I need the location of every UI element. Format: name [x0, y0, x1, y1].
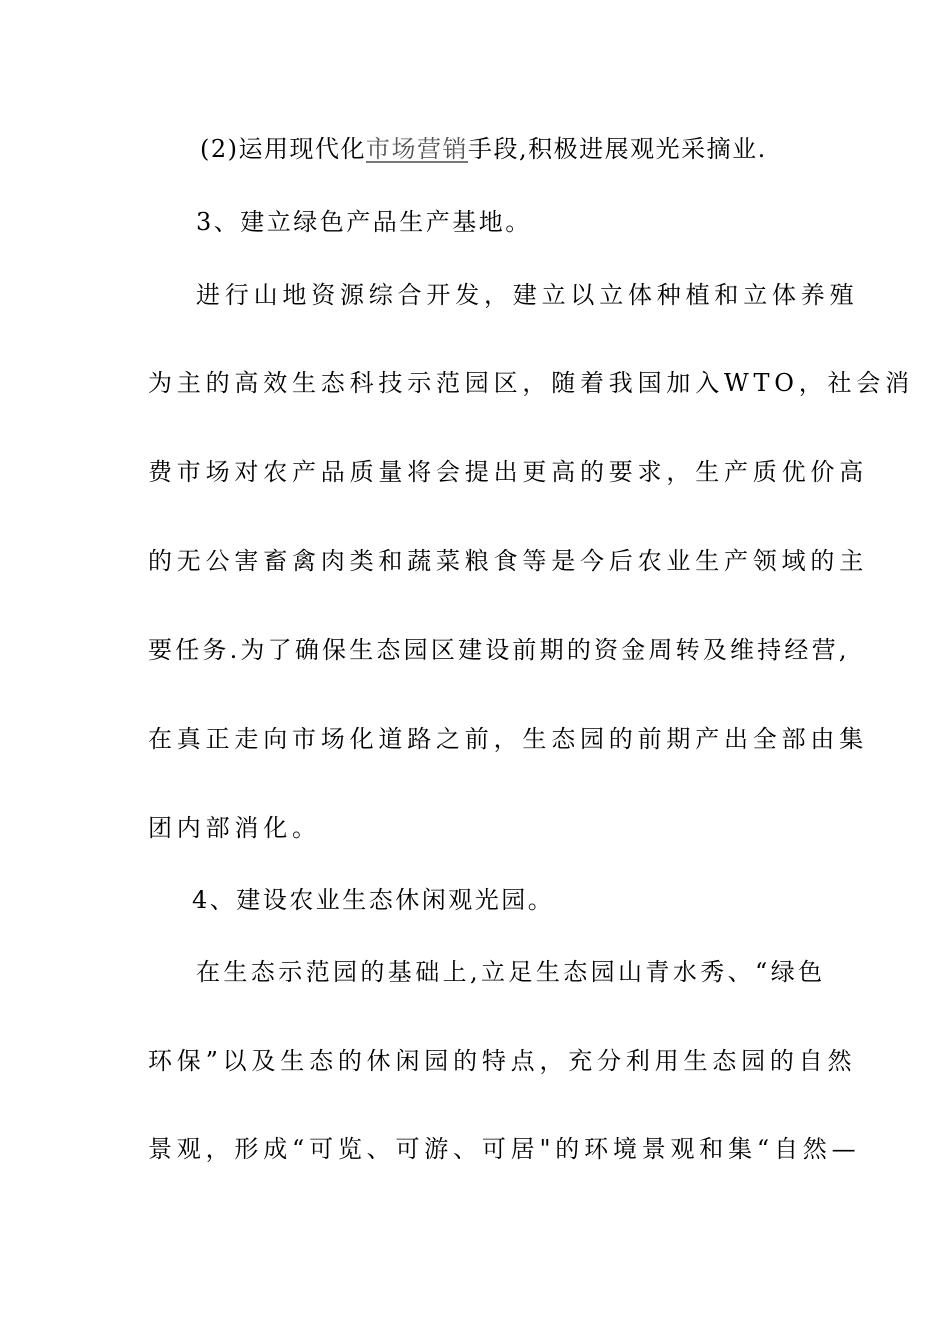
paragraph-1-line-1: 进行山地资源综合开发，建立以立体种植和立体养殖 — [196, 281, 859, 309]
paragraph-1-line-5: 要任务.为了确保生态园区建设前期的资金周转及维持经营, — [148, 636, 850, 664]
paragraph-1-line-2: 为主的高效生态科技示范园区，随着我国加入WTO，社会消 — [148, 369, 914, 397]
section-heading-4: 4、建设农业生态休闲观光园。 — [192, 886, 555, 914]
list-item-2 — [200, 133, 767, 165]
list-item-2-suffix: 手段,积极进展观光采摘业. — [468, 135, 767, 163]
paragraph-2-line-3: 景观，形成“可览、可游、可居"的环境景观和集“自然— — [148, 1135, 861, 1163]
section-heading-3: 3、建立绿色产品生产基地。 — [196, 208, 532, 236]
paragraph-1-line-4: 的无公害畜禽肉类和蔬菜粮食等是今后农业生产领域的主 — [148, 547, 868, 575]
paragraph-2-line-2: 环保”以及生态的休闲园的特点，充分利用生态园的自然 — [148, 1047, 857, 1075]
list-item-2-prefix: (2)运用现代化 — [200, 135, 366, 163]
market-marketing-link[interactable]: 市场营销 — [366, 135, 468, 163]
paragraph-1-line-3: 费市场对农产品质量将会提出更高的要求，生产质优价高 — [148, 458, 868, 486]
paragraph-2-line-1: 在生态示范园的基础上,立足生态园山青水秀、“绿色 — [196, 958, 826, 986]
paragraph-1-line-6: 在真正走向市场化道路之前，生态园的前期产出全部由集 — [148, 725, 868, 753]
paragraph-1-line-7: 团内部消化。 — [148, 814, 321, 842]
